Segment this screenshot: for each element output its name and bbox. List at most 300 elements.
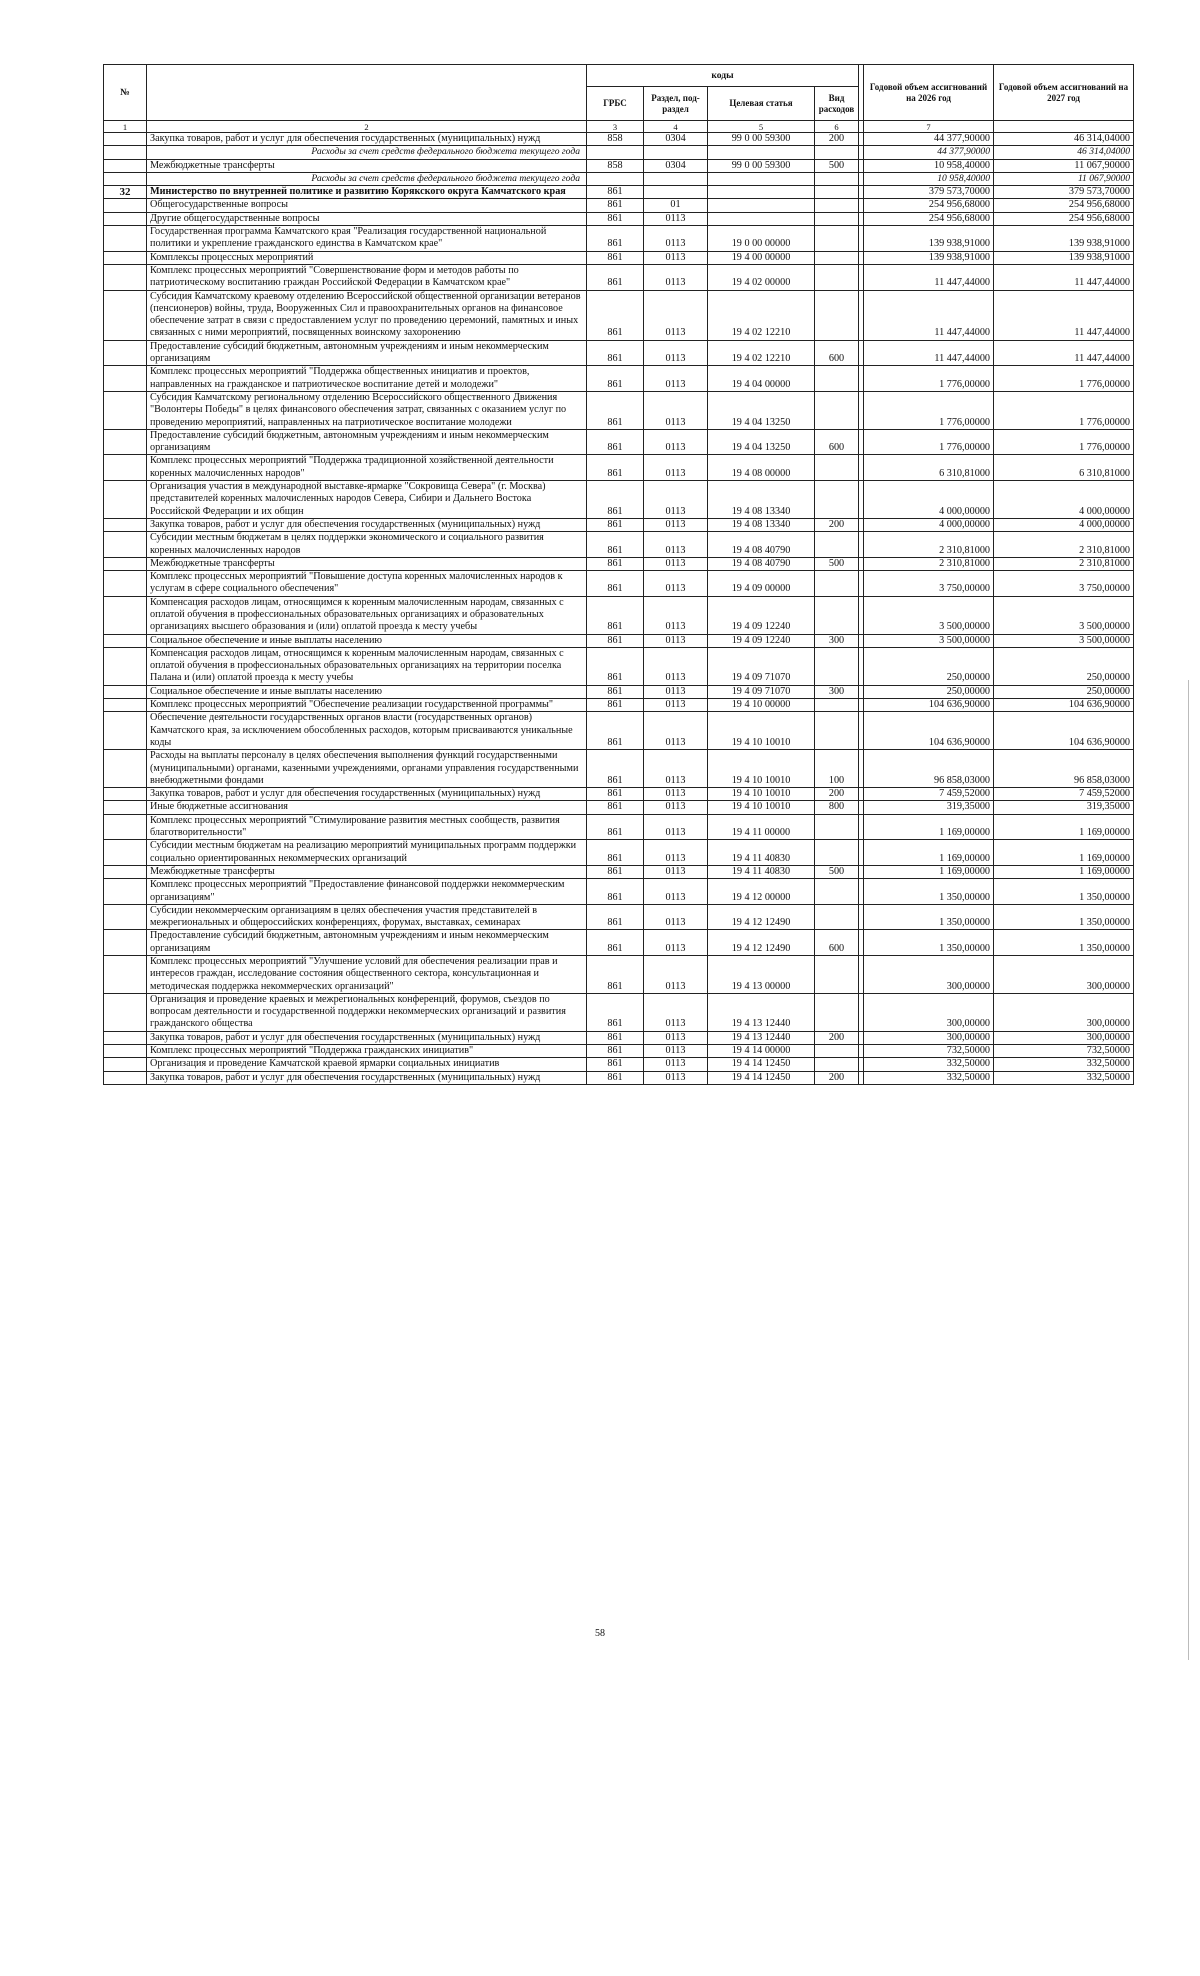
row-grbs: 861 [587,634,644,647]
row-num [104,290,147,340]
row-section: 0113 [644,685,708,698]
row-amount-2027: 3 750,00000 [994,571,1134,597]
row-grbs: 861 [587,685,644,698]
row-amount-2026: 10 958,40000 [864,172,994,185]
row-grbs: 861 [587,840,644,866]
row-exp-type [815,647,859,685]
row-amount-2027: 96 858,03000 [994,750,1134,788]
row-name: Субсидии некоммерческим организациям в целях обеспечения участия представителей в межрегиональных и общероссийских конференциях, форумах, выставках, семинарах [147,904,587,930]
row-amount-2026: 332,50000 [864,1071,994,1084]
row-target: 19 4 00 00000 [708,251,815,264]
row-target: 19 4 02 12210 [708,290,815,340]
row-name: Комплекс процессных мероприятий "Предоставление финансовой поддержки некоммерческим организациям" [147,879,587,905]
row-name: Расходы за счет средств федерального бюджета текущего года [147,146,587,159]
row-section: 0304 [644,133,708,146]
row-amount-2027: 11 447,44000 [994,340,1134,366]
row-section [644,146,708,159]
row-amount-2027: 1 350,00000 [994,879,1134,905]
row-amount-2026: 300,00000 [864,956,994,994]
table-row [104,159,1134,172]
row-grbs: 861 [587,1058,644,1071]
row-name: Межбюджетные трансферты [147,865,587,878]
row-name: Организация и проведение краевых и межрегиональных конференций, форумов, съездов по вопросам деятельности и государственной поддержки некоммерческих организаций и развития гражданского общества [147,993,587,1031]
row-grbs: 861 [587,571,644,597]
row-name: Предоставление субсидий бюджетным, автономным учреждениям и иным некоммерческим организациям [147,340,587,366]
table-row [104,1045,1134,1058]
row-target: 19 4 11 40830 [708,865,815,878]
budget-table [103,64,1134,1085]
table-row [104,186,1134,199]
header-target: Целевая статья [708,87,815,121]
header-index-5: 5 [708,121,815,133]
row-amount-2027: 7 459,52000 [994,788,1134,801]
row-amount-2026: 11 447,44000 [864,290,994,340]
row-grbs: 861 [587,1045,644,1058]
row-amount-2027: 250,00000 [994,647,1134,685]
row-grbs: 858 [587,133,644,146]
row-exp-type [815,571,859,597]
row-num: 32 [104,186,147,199]
row-target: 19 4 09 12240 [708,634,815,647]
row-target: 19 4 12 12490 [708,930,815,956]
row-num [104,788,147,801]
row-name: Обеспечение деятельности государственных органов власти (государственных органов) Камчатского края, за исключением обособленных расходов, которым присваиваются уникальные коды [147,712,587,750]
row-grbs: 861 [587,199,644,212]
row-exp-type: 200 [815,788,859,801]
row-exp-type: 800 [815,801,859,814]
row-exp-type [815,290,859,340]
table-row [104,879,1134,905]
row-num [104,146,147,159]
row-grbs: 861 [587,290,644,340]
row-amount-2027: 1 169,00000 [994,840,1134,866]
row-num [104,455,147,481]
row-amount-2026: 379 573,70000 [864,186,994,199]
row-name: Комплекс процессных мероприятий "Стимулирование развития местных сообществ, развития благотворительности" [147,814,587,840]
row-section: 0113 [644,264,708,290]
row-amount-2026: 1 776,00000 [864,366,994,392]
row-amount-2027: 1 776,00000 [994,366,1134,392]
row-amount-2027: 6 310,81000 [994,455,1134,481]
row-num [104,865,147,878]
row-num [104,634,147,647]
table-row [104,340,1134,366]
row-exp-type [815,186,859,199]
row-name: Социальное обеспечение и иные выплаты населению [147,685,587,698]
row-section: 0113 [644,930,708,956]
row-amount-2026: 319,35000 [864,801,994,814]
row-name: Компенсация расходов лицам, относящимся к коренным малочисленным народам, связанных с оплатой обучения в профессиональных образовательных организациях на территории поселка Палана и (или) оплатой проезда к месту учебы [147,647,587,685]
row-amount-2026: 2 310,81000 [864,532,994,558]
row-num [104,212,147,225]
row-amount-2026: 4 000,00000 [864,518,994,531]
header-name-blank [147,65,587,121]
row-grbs: 861 [587,956,644,994]
row-section: 0113 [644,1071,708,1084]
row-num [104,226,147,252]
row-num [104,712,147,750]
row-grbs: 861 [587,930,644,956]
row-name: Комплекс процессных мероприятий "Поддержка общественных инициатив и проектов, направленных на гражданское и патриотическое воспитание детей и молодежи" [147,366,587,392]
row-section: 0113 [644,340,708,366]
row-num [104,133,147,146]
row-section: 0113 [644,788,708,801]
row-name: Закупка товаров, работ и услуг для обеспечения государственных (муниципальных) нужд [147,518,587,531]
row-grbs: 861 [587,993,644,1031]
row-amount-2027: 332,50000 [994,1071,1134,1084]
row-name: Министерство по внутренней политике и развитию Корякского округа Камчатского края [147,186,587,199]
row-target [708,199,815,212]
table-row [104,865,1134,878]
table-row [104,571,1134,597]
row-num [104,699,147,712]
row-target: 19 4 04 00000 [708,366,815,392]
row-name: Комплексы процессных мероприятий [147,251,587,264]
row-num [104,1031,147,1044]
row-amount-2027: 1 169,00000 [994,814,1134,840]
row-amount-2027: 139 938,91000 [994,226,1134,252]
row-exp-type: 500 [815,159,859,172]
row-name: Субсидия Камчатскому краевому отделению Всероссийской общественной организации ветеранов (пенсионеров) войны, труда, Вооруженных Сил и правоохранительных органов на финансовое обеспечение затрат в связи с предоставлением услуг по проведению церемоний, памятных и иных связанных с ними мероприятий, посвященных воинскому захоронению [147,290,587,340]
row-exp-type [815,712,859,750]
row-amount-2026: 3 500,00000 [864,596,994,634]
row-target: 19 4 13 12440 [708,993,815,1031]
table-row [104,557,1134,570]
table-row [104,647,1134,685]
row-target: 19 4 09 00000 [708,571,815,597]
row-section: 0113 [644,647,708,685]
row-section: 0113 [644,956,708,994]
row-section: 0113 [644,750,708,788]
row-grbs: 861 [587,1071,644,1084]
row-exp-type [815,226,859,252]
row-name: Комплекс процессных мероприятий "Совершенствование форм и методов работы по патриотическому воспитанию граждан Российской Федерации в Камчатском крае" [147,264,587,290]
row-target: 19 4 04 13250 [708,391,815,429]
table-row [104,226,1134,252]
row-amount-2026: 254 956,68000 [864,212,994,225]
row-amount-2027: 11 067,90000 [994,159,1134,172]
row-num [104,518,147,531]
row-amount-2026: 6 310,81000 [864,455,994,481]
row-name: Закупка товаров, работ и услуг для обеспечения государственных (муниципальных) нужд [147,133,587,146]
row-amount-2027: 1 776,00000 [994,391,1134,429]
row-name: Межбюджетные трансферты [147,159,587,172]
row-exp-type [815,532,859,558]
row-exp-type: 500 [815,557,859,570]
row-amount-2026: 1 169,00000 [864,814,994,840]
row-section: 0113 [644,557,708,570]
row-name: Расходы на выплаты персоналу в целях обеспечения выполнения функций государственными (муниципальными) органами, казенными учреждениями, органами управления государственными внебюджетными фондами [147,750,587,788]
table-row [104,699,1134,712]
row-amount-2026: 104 636,90000 [864,699,994,712]
table-body [104,133,1134,1085]
row-section: 0113 [644,699,708,712]
row-grbs: 858 [587,159,644,172]
row-target: 19 4 12 12490 [708,904,815,930]
row-section: 0304 [644,159,708,172]
row-exp-type [815,904,859,930]
row-amount-2026: 1 776,00000 [864,429,994,455]
row-name: Комплекс процессных мероприятий "Обеспечение реализации государственной программы" [147,699,587,712]
row-exp-type [815,1045,859,1058]
row-exp-type: 200 [815,133,859,146]
row-section: 0113 [644,251,708,264]
row-amount-2027: 300,00000 [994,993,1134,1031]
row-num [104,814,147,840]
header-exp-type: Вид расходов [815,87,859,121]
row-exp-type [815,251,859,264]
row-target: 19 4 10 10010 [708,801,815,814]
row-amount-2026: 104 636,90000 [864,712,994,750]
row-amount-2027: 332,50000 [994,1058,1134,1071]
row-section: 0113 [644,814,708,840]
row-name: Субсидия Камчатскому региональному отделению Всероссийского общественного Движения "Волонтеры Победы" в целях финансового обеспечения затрат, связанных с оказанием услуг по проведению мероприятий, направленных на патриотическое воспитание молодежи [147,391,587,429]
row-grbs: 861 [587,814,644,840]
row-amount-2027: 104 636,90000 [994,699,1134,712]
row-name: Субсидии местным бюджетам на реализацию мероприятий муниципальных программ поддержки социально ориентированных некоммерческих организаций [147,840,587,866]
row-section: 0113 [644,1058,708,1071]
row-section: 0113 [644,840,708,866]
row-grbs: 861 [587,788,644,801]
row-num [104,199,147,212]
row-amount-2027: 254 956,68000 [994,212,1134,225]
row-section: 0113 [644,212,708,225]
row-name: Закупка товаров, работ и услуг для обеспечения государственных (муниципальных) нужд [147,1031,587,1044]
row-exp-type [815,481,859,519]
row-num [104,1071,147,1084]
table-header [104,65,1134,133]
row-grbs: 861 [587,801,644,814]
row-target: 19 4 04 13250 [708,429,815,455]
row-amount-2026: 300,00000 [864,1031,994,1044]
row-section: 0113 [644,1031,708,1044]
row-amount-2026: 3 750,00000 [864,571,994,597]
row-target: 19 4 09 71070 [708,647,815,685]
row-name: Общегосударственные вопросы [147,199,587,212]
row-amount-2027: 4 000,00000 [994,481,1134,519]
row-num [104,750,147,788]
row-amount-2026: 254 956,68000 [864,199,994,212]
row-name: Социальное обеспечение и иные выплаты населению [147,634,587,647]
header-index-7b [994,121,1134,133]
table-row [104,596,1134,634]
header-2027: Годовой объем ассигнований на 2027 год [994,65,1134,121]
row-section: 0113 [644,429,708,455]
row-num [104,993,147,1031]
row-amount-2026: 3 500,00000 [864,634,994,647]
row-exp-type [815,146,859,159]
table-row [104,481,1134,519]
row-amount-2026: 44 377,90000 [864,146,994,159]
table-row [104,290,1134,340]
row-name: Межбюджетные трансферты [147,557,587,570]
header-2026: Годовой объем ассигнований на 2026 год [864,65,994,121]
header-num: № [104,65,147,121]
row-amount-2026: 1 350,00000 [864,904,994,930]
table-row [104,264,1134,290]
row-target: 19 4 11 40830 [708,840,815,866]
row-section: 0113 [644,634,708,647]
row-num [104,340,147,366]
row-grbs: 861 [587,865,644,878]
row-exp-type: 100 [815,750,859,788]
table-row [104,956,1134,994]
row-exp-type [815,956,859,994]
row-amount-2027: 250,00000 [994,685,1134,698]
row-target: 19 4 02 12210 [708,340,815,366]
row-grbs: 861 [587,1031,644,1044]
row-num [104,251,147,264]
row-amount-2027: 4 000,00000 [994,518,1134,531]
row-amount-2027: 1 350,00000 [994,904,1134,930]
row-name: Иные бюджетные ассигнования [147,801,587,814]
table-row [104,172,1134,185]
row-name: Предоставление субсидий бюджетным, автономным учреждениям и иным некоммерческим организациям [147,930,587,956]
table-row [104,146,1134,159]
header-index-4: 4 [644,121,708,133]
table-row [104,1031,1134,1044]
table-row [104,1058,1134,1071]
row-name: Комплекс процессных мероприятий "Улучшение условий для обеспечения реализации прав и интересов граждан, исследование состояния общественного сектора, консультационная и методическая поддержка некоммерческих организаций" [147,956,587,994]
row-grbs: 861 [587,264,644,290]
row-num [104,956,147,994]
row-num [104,647,147,685]
row-exp-type [815,879,859,905]
row-num [104,685,147,698]
row-amount-2026: 1 350,00000 [864,879,994,905]
table-row [104,788,1134,801]
row-exp-type [815,172,859,185]
row-section: 01 [644,199,708,212]
row-target: 19 4 10 00000 [708,699,815,712]
row-grbs: 861 [587,366,644,392]
row-num [104,264,147,290]
row-section: 0113 [644,865,708,878]
table-row [104,429,1134,455]
row-amount-2026: 1 169,00000 [864,865,994,878]
row-amount-2026: 4 000,00000 [864,481,994,519]
row-amount-2027: 104 636,90000 [994,712,1134,750]
row-exp-type: 200 [815,1031,859,1044]
table-row [104,133,1134,146]
row-name: Организация участия в международной выставке-ярмарке "Сокровища Севера" (г. Москва) представителей коренных малочисленных народов Севера, Сибири и Дальнего Востока Российской Федерации и их общин [147,481,587,519]
row-exp-type [815,199,859,212]
row-amount-2027: 300,00000 [994,1031,1134,1044]
header-index-6: 6 [815,121,859,133]
row-grbs: 861 [587,712,644,750]
row-target: 19 4 12 00000 [708,879,815,905]
row-section: 0113 [644,904,708,930]
table-row [104,634,1134,647]
row-target: 19 4 08 13340 [708,481,815,519]
row-target: 19 4 02 00000 [708,264,815,290]
table-row [104,251,1134,264]
row-amount-2026: 300,00000 [864,993,994,1031]
row-exp-type [815,699,859,712]
row-amount-2027: 2 310,81000 [994,532,1134,558]
row-exp-type: 300 [815,634,859,647]
table-row [104,532,1134,558]
row-exp-type: 200 [815,518,859,531]
table-row [104,712,1134,750]
header-section: Раздел, под-раздел [644,87,708,121]
row-amount-2026: 11 447,44000 [864,264,994,290]
row-num [104,481,147,519]
row-amount-2026: 2 310,81000 [864,557,994,570]
row-amount-2027: 3 500,00000 [994,596,1134,634]
row-grbs: 861 [587,429,644,455]
row-grbs: 861 [587,481,644,519]
row-name: Комплекс процессных мероприятий "Поддержка гражданских инициатив" [147,1045,587,1058]
table-row [104,212,1134,225]
row-amount-2027: 1 776,00000 [994,429,1134,455]
table-row [104,455,1134,481]
row-section: 0113 [644,993,708,1031]
table-row [104,814,1134,840]
table-row [104,366,1134,392]
row-grbs: 861 [587,532,644,558]
budget-table-page [103,64,1133,1085]
row-num [104,904,147,930]
row-num [104,557,147,570]
row-amount-2026: 1 350,00000 [864,930,994,956]
header-index-7a: 7 [864,121,994,133]
row-target: 19 4 10 10010 [708,750,815,788]
row-section: 0113 [644,1045,708,1058]
row-num [104,429,147,455]
row-num [104,571,147,597]
row-exp-type [815,814,859,840]
scan-edge-line [1188,680,1189,1660]
row-target: 99 0 00 59300 [708,133,815,146]
row-grbs: 861 [587,518,644,531]
table-row [104,801,1134,814]
row-exp-type [815,391,859,429]
row-amount-2027: 2 310,81000 [994,557,1134,570]
row-target: 19 4 09 71070 [708,685,815,698]
row-grbs: 861 [587,340,644,366]
row-section: 0113 [644,532,708,558]
header-index-3: 3 [587,121,644,133]
row-num [104,840,147,866]
row-amount-2026: 250,00000 [864,647,994,685]
row-amount-2027: 732,50000 [994,1045,1134,1058]
row-exp-type [815,596,859,634]
row-num [104,172,147,185]
row-target: 19 4 14 12450 [708,1071,815,1084]
row-name: Другие общегосударственные вопросы [147,212,587,225]
row-target: 19 4 08 00000 [708,455,815,481]
row-amount-2026: 250,00000 [864,685,994,698]
row-amount-2027: 3 500,00000 [994,634,1134,647]
row-exp-type: 600 [815,429,859,455]
page-number: 58 [595,1628,605,1639]
row-target: 19 4 08 40790 [708,532,815,558]
row-section: 0113 [644,596,708,634]
row-target: 99 0 00 59300 [708,159,815,172]
row-exp-type [815,366,859,392]
row-target: 19 0 00 00000 [708,226,815,252]
row-grbs: 861 [587,557,644,570]
row-grbs: 861 [587,455,644,481]
row-section [644,172,708,185]
row-name: Организация и проведение Камчатской краевой ярмарки социальных инициатив [147,1058,587,1071]
row-exp-type [815,212,859,225]
row-section: 0113 [644,455,708,481]
row-amount-2027: 300,00000 [994,956,1134,994]
row-target [708,172,815,185]
row-grbs [587,172,644,185]
